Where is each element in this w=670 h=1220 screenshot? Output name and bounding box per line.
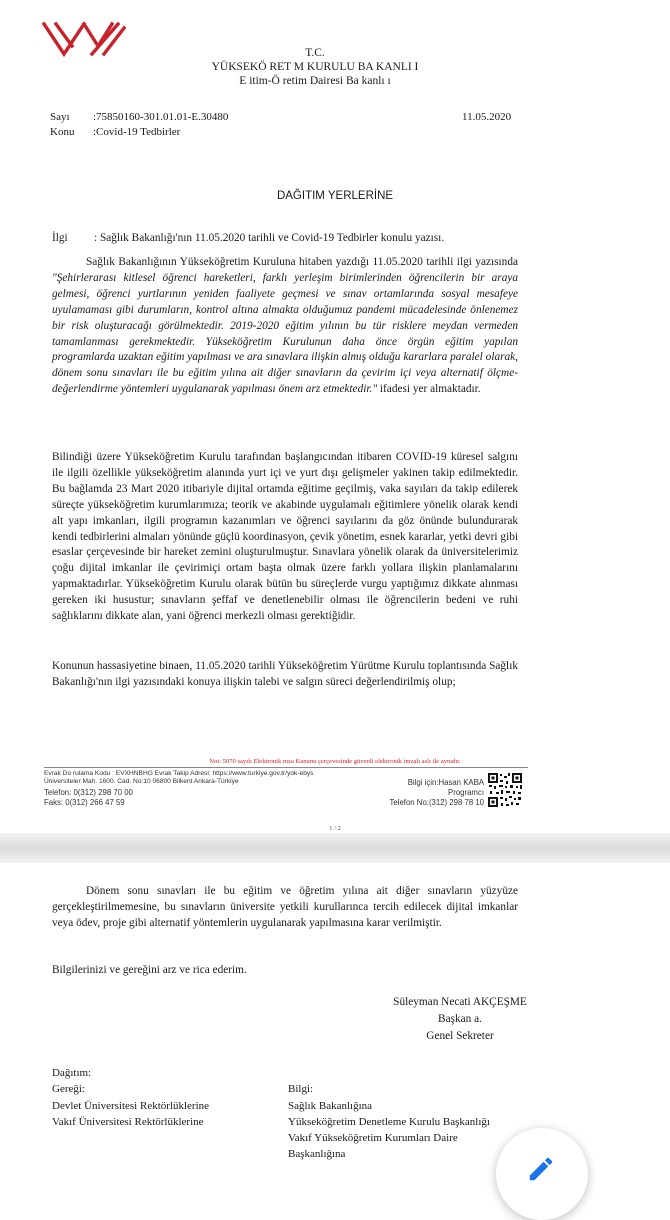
sayi-label: Sayı <box>50 111 70 123</box>
signer-title-2: Genel Sekreter <box>426 1030 494 1042</box>
header-tc: T.C. <box>305 47 325 59</box>
bilgi-item: Vakıf Yükseköğretim Kurumları Daire <box>288 1132 458 1144</box>
ilgi-text: : Sağlık Bakanlığı'nın 11.05.2020 tarihli ve Covid-19 Tedbirler konulu yazısı. <box>94 232 445 244</box>
para1-quote: "Şehirlerarası kitlesel öğrenci hareketleri, farklı yerleşim birimlerinden öğrencilerin bir araya gelmesi, öğrenci yurtlarının yeniden faaliyete geçmesi ve sınav ortamlarında sosyal mesafeye uyulamaması gibi durumların, kontrol altına almakta olduğumuz pandemi mücadelesinde önlenemez bir risk oluşturacağı görülmektedir. 2019-2020 eğitim yılının bu tür risklere meydan vermeden tamamlanması gerekmektedir. Yükseköğretim Kurulunun daha önce örgün eğitim yapılan programlarda uzaktan eğitim yapılması ve ara sınavlara ilişkin almış olduğu kararlara paralel olarak, dönem sonu sınavları ile bu eğitim yılına ait diğer sınavların da çevirim içi veya alternatif ölçme-değerlendirme yöntemleri uygulanarak yapılması önem arz etmektedir." <box>52 271 518 396</box>
e-signature-note: Not: 5070 sayılı Elektronik mza Kanunu çerçevesinde güvenli elektronik imzalı aslı ile aynıdır. <box>209 758 461 765</box>
yok-logo-icon <box>40 18 126 60</box>
bilgi-item: Sağlık Bakanlığına <box>288 1100 373 1112</box>
document-title: DAĞITIM YERLERİNE <box>276 190 394 202</box>
document-date: 11.05.2020 <box>462 111 512 123</box>
geregi-item: Vakıf Üniversitesi Rektörlüklerine <box>52 1116 204 1128</box>
konu-value: :Covid-19 Tedbirler <box>93 126 181 138</box>
page2-paragraph-1: Dönem sonu sınavları ile bu eğitim ve öğretim yılına ait diğer sınavların yüzyüze gerçekleştirilmemesine, bu sınavların üniversite yetkili kurullarınca tercih edilecek dijital imkanlar veya ödev, proje gibi alternatif yöntemlerin uygulanarak yapılmasına karar verilmiştir. <box>52 885 518 929</box>
body-paragraph-2: Bilindiği üzere Yükseköğretim Kurulu tarafından başlangıcından itibaren COVID-19 küresel salgını ile ilgili özellikle yükseköğretim alanında yurt içi ve yurt dışı gelişmeler yakinen takip edilmektedir. Bu bağlamda 23 Mart 2020 itibariyle dijital ortamda eğitime geçilmiş, vaka sayıları da takip edilerek süreçte yükseköğretim kurumlarımıza; teorik ve akabinde uygulamalı eğitimlere yönelik olarak kendi alt yapı imkanları, ilgili programın kazanımları ve öğrenci sayılarını da göz önünde bulundurarak kendi tedbirlerini almaları yönünde güçlü koordinasyon, çevik yönetim, esnek kararlar, yetki devri gibi esaslar çerçevesinde bir hareket zemini oluşturulmuştur. Sınavlara yönelik olarak da üniversitelerimiz çoğu dijital imkanlar ile çevirimiçi ortam başta olmak üzere farklı yollara ilişkin planlamalarını yapmaktadırlar. Yükseköğretim Kurulu olarak bütün bu süreçlerde vurgu yaptığımız dikkate alınması gereken iki husustur; sınavların şeffaf ve denetlenebilir olması ile öğrencilerin bedeni ve ruhi sağlıklarını dikkate alan, yani öğrenci merkezli olması gerektiğidir. <box>52 451 518 623</box>
page-number: 1 / 2 <box>329 825 341 832</box>
para1-outro: ifadesi yer almaktadır. <box>377 383 481 396</box>
bilgi-item: Başkanlığına <box>288 1148 346 1160</box>
bilgi-label: Bilgi: <box>288 1083 314 1095</box>
info-contact: Bilgi için:Hasan KABA <box>407 778 484 787</box>
qr-code-icon <box>487 772 523 808</box>
address-line: Üniversiteler Mah. 1600. Cad. No:10 06800 Bilkent Ankara-Türkiye <box>44 778 239 785</box>
konu-label: Konu <box>50 126 75 138</box>
geregi-label: Gereği: <box>52 1083 85 1095</box>
footer-divider <box>44 767 528 768</box>
info-phone: Telefon No:(312) 298 78 10 <box>389 798 484 807</box>
header-institution: YÜKSEKÖ RET M KURULU BA KANLI I <box>211 61 419 73</box>
geregi-item: Devlet Üniversitesi Rektörlüklerine <box>52 1100 210 1112</box>
sayi-value: :75850160-301.01.01-E.30480 <box>93 111 229 123</box>
info-role: Programcı <box>448 788 484 797</box>
ilgi-label: İlgi <box>52 232 68 244</box>
signer-name: Süleyman Necati AKÇEŞME <box>393 996 527 1008</box>
phone-line: Telefon: 0(312) 298 70 00 <box>44 788 133 797</box>
verification-line: Evrak Do rulama Kodu : EVXHNBHG Evrak Takip Adresi: https://www.turkiye.gov.tr/yok-ebys <box>44 770 314 777</box>
dagitim-label: Dağıtım: <box>52 1067 92 1079</box>
body-paragraph-3: Konunun hassasiyetine binaen, 11.05.2020 tarihli Yükseköğretim Yürütme Kurulu toplantısında Sağlık Bakanlığı'nın ilgi yazısındaki konuya ilişkin talebi ve salgın süreci değerlendirilmiş olup; <box>52 660 518 688</box>
fax-line: Faks: 0(312) 266 47 59 <box>44 798 125 807</box>
pencil-icon <box>526 1154 556 1184</box>
bilgi-item: Yükseköğretim Denetleme Kurulu Başkanlığı <box>288 1116 490 1128</box>
edit-button[interactable] <box>496 1128 588 1220</box>
page2-paragraph-2: Bilgilerinizi ve gereğini arz ve rica ederim. <box>52 964 247 976</box>
header-department: E itim-Ö retim Dairesi Ba kanlı ı <box>239 75 391 87</box>
page-separator <box>0 833 670 863</box>
signer-title-1: Başkan a. <box>438 1013 482 1025</box>
para1-intro: Sağlık Bakanlığının Yükseköğretim Kuruluna hitaben yazdığı 11.05.2020 tarihli ilgi yazısında <box>86 256 518 268</box>
body-paragraph-1 <box>52 255 518 398</box>
